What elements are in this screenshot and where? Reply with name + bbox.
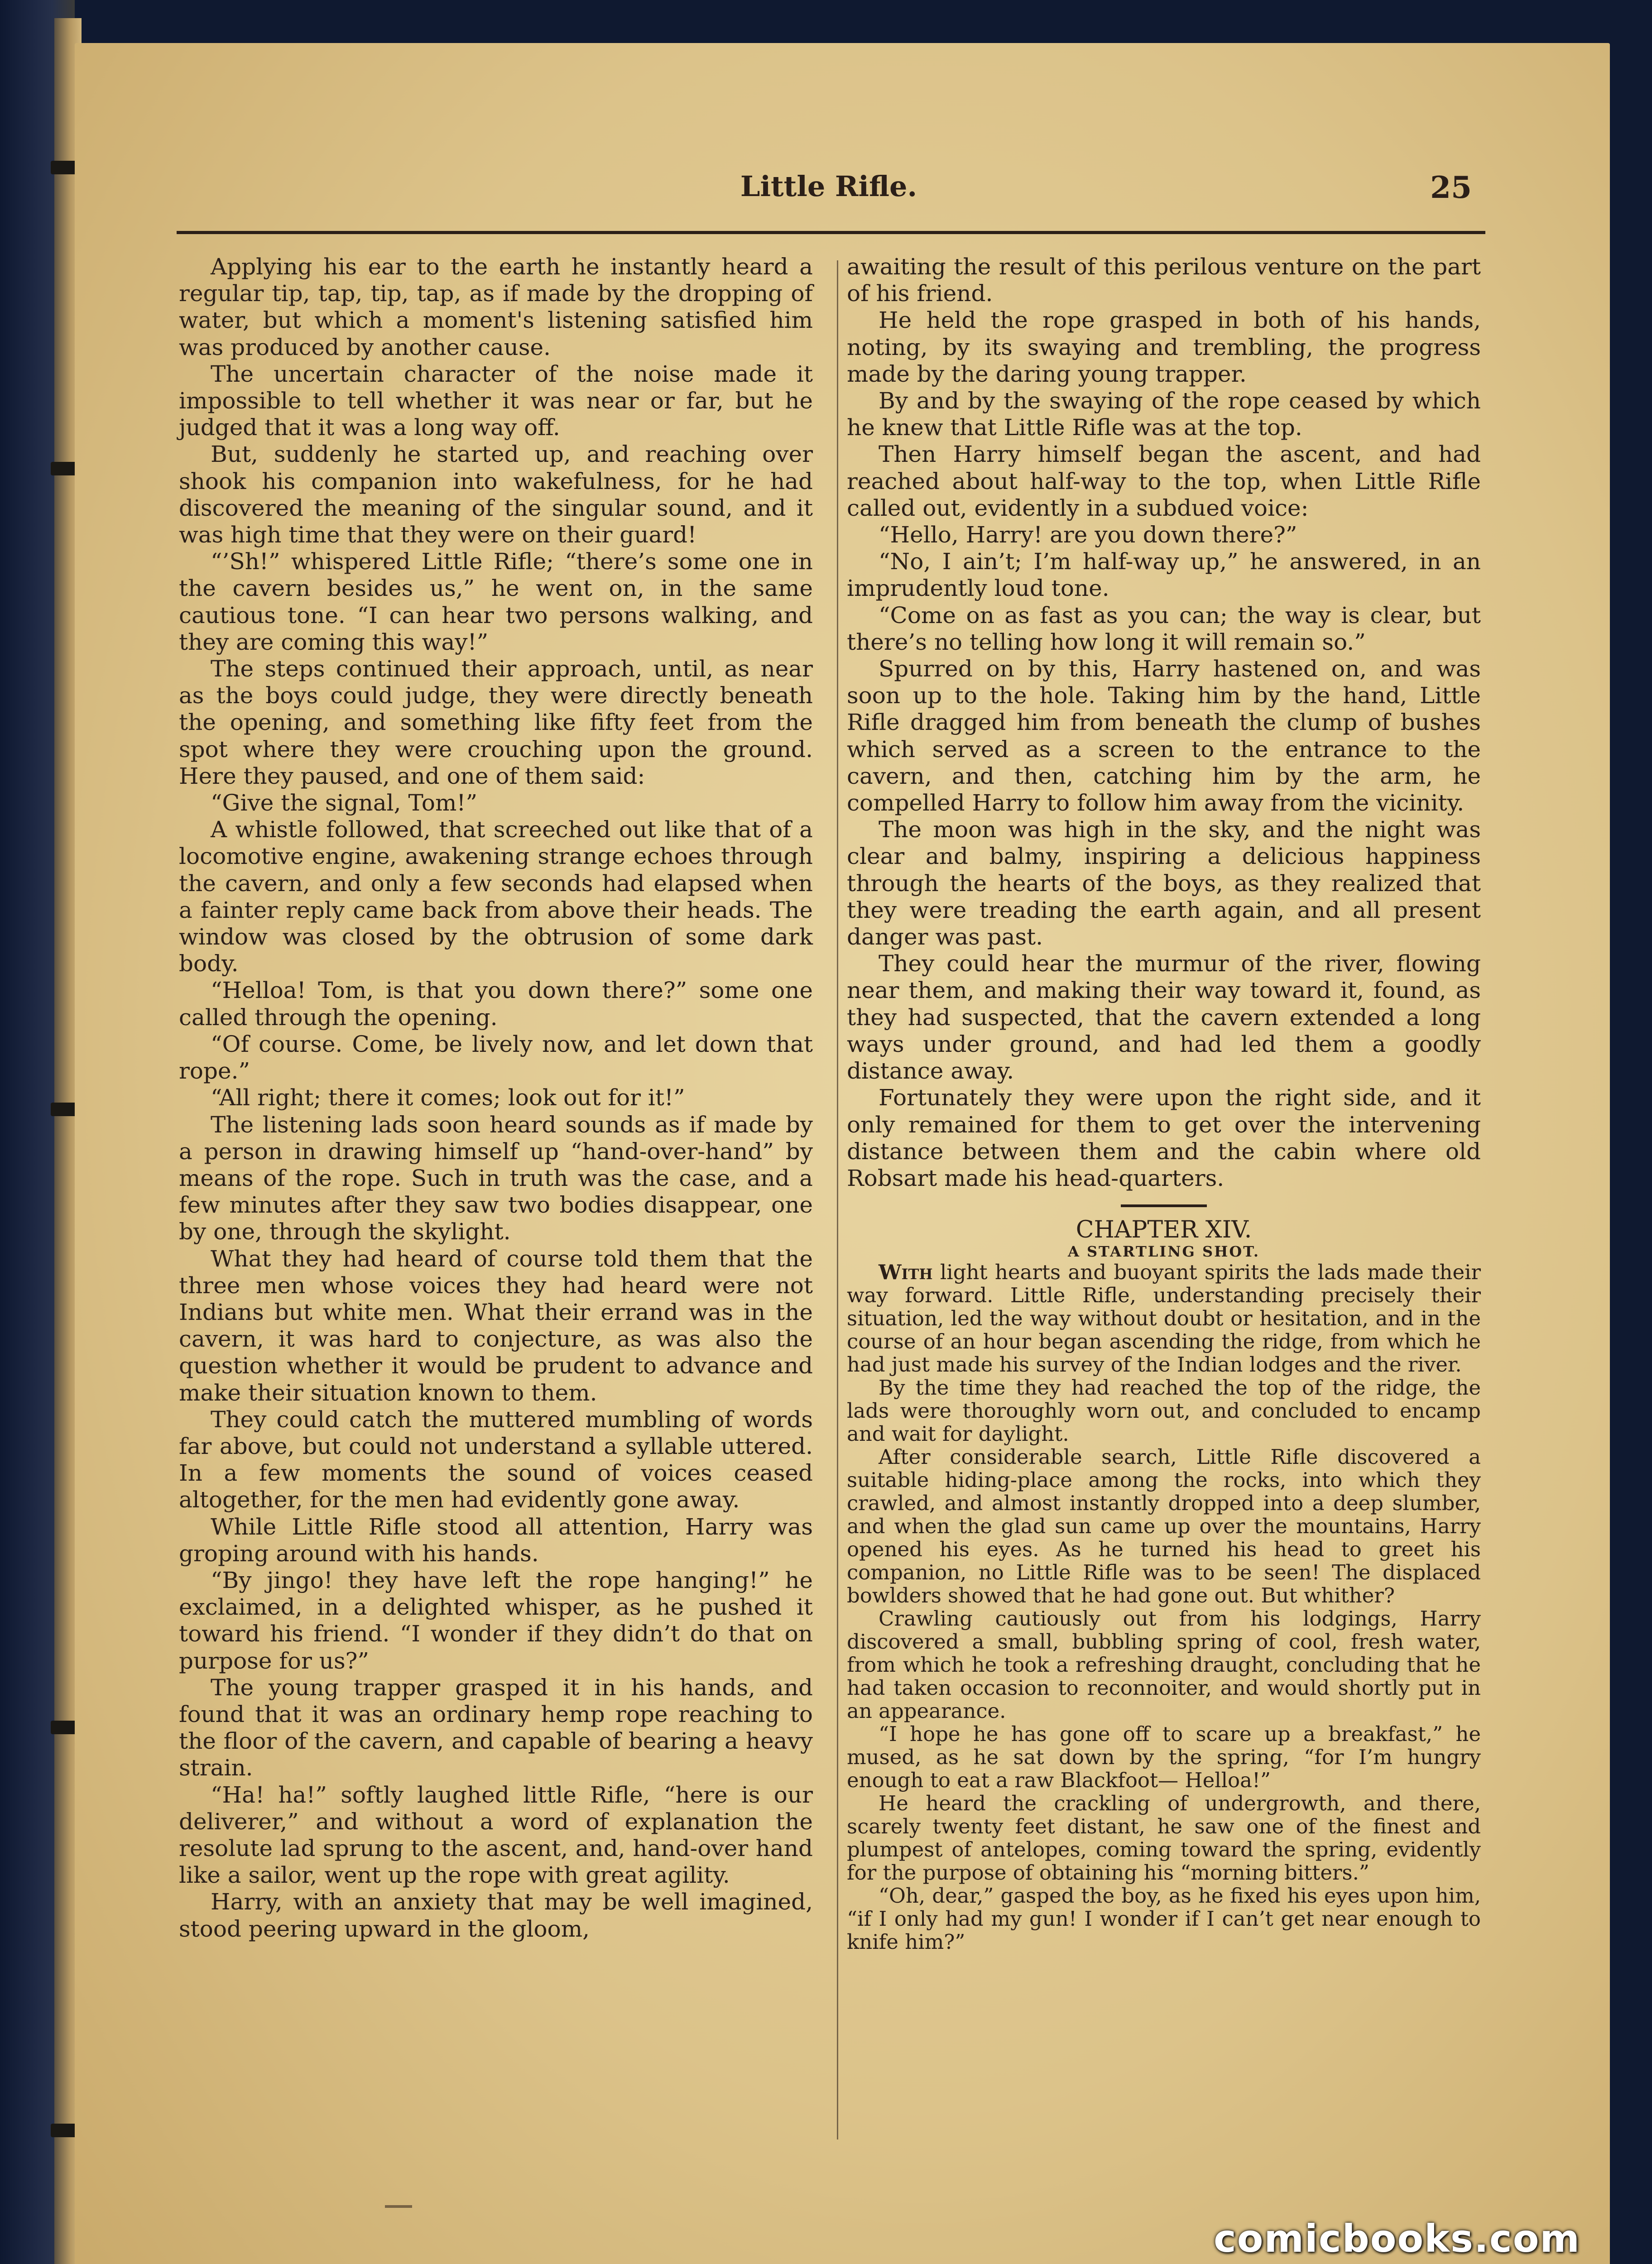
binding-staple [51,1721,77,1734]
paragraph: The moon was high in the sky, and the night was clear and balmy, inspiring a delicious happiness through the hearts of the boys, as they realized that they were treading the earth again, and all present danger was past. [847,816,1481,950]
paragraph: The steps continued their approach, until, as near as the boys could judge, they were directly beneath the opening, and something like fifty feet from the spot where they were crouching upon the ground. Here they paused, and one of them said: [179,656,813,789]
running-title: Little Rifle. [740,170,917,203]
paragraph: “Hello, Harry! are you down there?” [879,522,1297,548]
paragraph-text: light hearts and buoyant spirits the lads made their way forward. Little Rifle, understanding precisely their situation, led the way without doubt or hesitation, and in the course of an hour began ascending the ridge, from which he had just made his survey of the Indian lodges and the river. [847,1260,1481,1377]
paragraph: Spurred on by this, Harry hastened on, and was soon up to the hole. Taking him by the hand, Little Rifle dragged him from beneath the clump of bushes which served as a screen to the entrance to the cavern, and then, catching him by the arm, he compelled Harry to follow him away from the vicinity. [847,656,1481,816]
paragraph: awaiting the result of this perilous venture on the part of his friend. [847,254,1481,307]
paragraph: The young trapper grasped it in his hands, and found that it was an ordinary hemp rope reaching to the floor of the cavern, and capable of bearing a heavy strain. [179,1674,813,1781]
binding-staple [51,462,77,475]
paragraph: “No, I ain’t; I’m half-way up,” he answered, in an imprudently loud tone. [847,548,1481,602]
chapter-paragraph: By the time they had reached the top of the ridge, the lads were thoroughly worn out, and concluded to encamp and wait for daylight. [847,1376,1481,1446]
paragraph: The listening lads soon heard sounds as if made by a person in drawing himself up “hand-over-hand” by means of the rope. Such in truth was the case, and a few minutes after they saw two bodies disappear, one by one, through the skylight. [179,1111,813,1245]
binding-staple [51,2124,77,2137]
paragraph: They could catch the muttered mumbling of words far above, but could not understand a syllable uttered. In a few moments the sound of voices ceased altogether, for the men had evidently gone away. [179,1406,813,1513]
chapter-paragraph: After considerable search, Little Rifle discovered a suitable hiding-place among the rocks, into which they crawled, and almost instantly dropped into a deep slumber, and when the glad sun came up over the mountains, Harry opened his eyes. As he turned his head to greet his companion, no Little Rifle was to be seen! The displaced bowlders showed that he had gone out. But whither? [847,1445,1481,1608]
paragraph: While Little Rifle stood all attention, Harry was groping around with his hands. [179,1513,813,1567]
header-rule [177,231,1485,234]
lead-word: With [879,1260,933,1285]
paragraph: “Ha! ha!” softly laughed little Rifle, “here is our deliverer,” and without a word of explanation the resolute lad sprung to the ascent, and, hand-over hand like a sailor, went up the rope with great agility. [179,1781,813,1889]
paragraph: “’Sh!” whispered Little Rifle; “there’s some one in the cavern besides us,” he went on, in the same cautious tone. “I can hear two persons walking, and they are coming this way!” [179,548,813,655]
paragraph: “Come on as fast as you can; the way is clear, but there’s no telling how long it will remain so.” [847,602,1481,655]
left-column [179,254,813,1943]
paragraph: “Of course. Come, be lively now, and let down that rope.” [179,1031,813,1084]
paragraph: Applying his ear to the earth he instantly heard a regular tip, tap, tip, tap, as if made by the dropping of water, but which a moment's listening satisfied him was produced by another cause. [179,254,813,360]
paragraph: The uncertain character of the noise made it impossible to tell whether it was near or far, but he judged that it was a long way off. [179,360,813,441]
chapter-subtitle: A STARTLING SHOT. [1067,1243,1260,1261]
ink-mark [385,2205,412,2208]
binding-staple [51,161,77,174]
chapter-paragraph: He heard the crackling of undergrowth, and there, scarely twenty feet distant, he saw one of the finest and plumpest of antelopes, coming toward the spring, evidently for the purpose of obtaining his “morning bitters.” [847,1791,1481,1885]
paragraph: “Helloa! Tom, is that you down there?” some one called through the opening. [179,977,813,1031]
chapter-paragraph: Crawling cautiously out from his lodgings, Harry discovered a small, bubbling spring of cool, fresh water, from which he took a refreshing draught, concluding that he had taken occasion to reconnoiter, and would shortly put in an appearance. [847,1607,1481,1723]
chapter-rule [1121,1204,1207,1207]
paragraph: A whistle followed, that screeched out like that of a locomotive engine, awakening strange echoes through the cavern, and only a few seconds had elapsed when a fainter reply came back from above their heads. The window was closed by the obtrusion of some dark body. [179,816,813,977]
chapter-paragraph [847,1261,1481,1376]
paragraph: What they had heard of course told them that the three men whose voices they had heard were not Indians but white men. What their errand was in the cavern, it was hard to conjecture, as was also the question whether it would be prudent to advance and make their situation known to them. [179,1245,813,1406]
paragraph: By and by the swaying of the rope ceased by which he knew that Little Rifle was at the top. [847,388,1481,441]
paragraph: “All right; there it comes; look out for it!” [211,1084,685,1111]
paragraph: Then Harry himself began the ascent, and had reached about half-way to the top, when Little Rifle called out, evidently in a subdued voice: [847,441,1481,521]
chapter-title: CHAPTER XIV. [1076,1216,1252,1244]
column-divider [837,260,838,2139]
watermark: comicbooks.com [1214,2216,1580,2261]
paragraph: But, suddenly he started up, and reaching over shook his companion into wakefulness, for he had discovered the meaning of the singular sound, and it was high time that they were on their guard! [179,441,813,548]
paragraph: He held the rope grasped in both of his hands, noting, by its swaying and trembling, the progress made by the daring young trapper. [847,307,1481,387]
chapter-paragraph: “Oh, dear,” gasped the boy, as he fixed his eyes upon him, “if I only had my gun! I wonder if I can’t get near enough to knife him?” [847,1884,1481,1954]
binding-staple [51,1103,77,1116]
paragraph: Harry, with an anxiety that may be well imagined, stood peering upward in the gloom, [179,1889,813,1942]
chapter-paragraph: “I hope he has gone off to scare up a breakfast,” he mused, as he sat down by the spring, “for I’m hungry enough to eat a raw Blackfoot— Helloa!” [847,1722,1481,1793]
paragraph: “Give the signal, Tom!” [211,790,478,816]
right-column [847,254,1481,1953]
paragraph: They could hear the murmur of the river, flowing near them, and making their way toward it, found, as they had suspected, that the cavern extended a long ways under ground, and had led them a goodly distance away. [847,950,1481,1084]
paragraph: “By jingo! they have left the rope hanging!” he exclaimed, in a delighted whisper, as he pushed it toward his friend. “I wonder if they didn’t do that on purpose for us?” [179,1567,813,1674]
page-number: 25 [1430,170,1472,205]
paragraph: Fortunately they were upon the right side, and it only remained for them to get over the intervening distance between them and the cabin where old Robsart made his head-quarters. [847,1084,1481,1191]
